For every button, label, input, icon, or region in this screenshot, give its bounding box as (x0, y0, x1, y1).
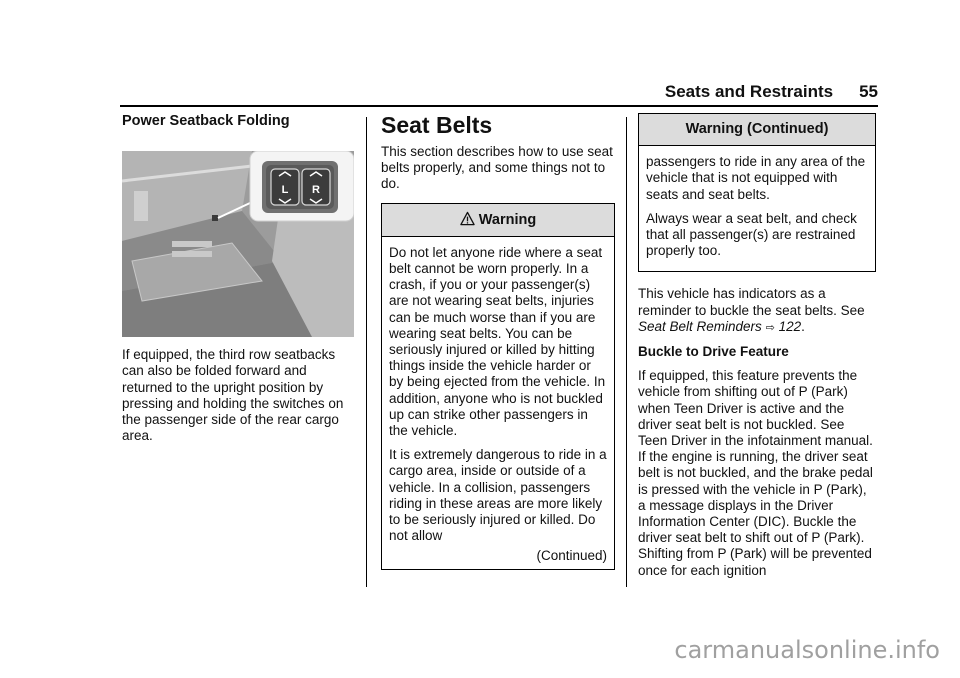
page-reference-icon: ⇨ (765, 320, 775, 334)
paragraph: If equipped, the third row seatbacks can also be folded forward and returned to the upright position by pressing and holding the switches on the passenger side of the rear cargo area. (122, 347, 344, 444)
indicator-paragraph (638, 286, 876, 336)
section-heading: Power Seatback Folding (122, 113, 290, 129)
column-3 (638, 113, 876, 587)
continued-label: (Continued) (536, 548, 607, 564)
warning-continued-paragraph-1: passengers to ride in any area of the vehicle that is not equipped with seats and seat belts. (646, 154, 866, 202)
seat-belt-reminders-link[interactable]: Seat Belt Reminders (638, 318, 762, 334)
buckle-to-drive-paragraph: If equipped, this feature prevents the vehicle from shifting out of P (Park) when Teen Driver is active and the driver seat belt is not buckled. See Teen Driver in the infotainment manual. If the engine is running, the driver seat belt is not buckled, and the brake pedal is pressed with the vehicle in P (Park), a message displays in the Driver Information Center (DIC). Buckle the driver seat belt to shift out of P (Park). Shifting from P (Park) will be prevented once for each ignition (638, 368, 873, 578)
chapter-title: Seat Belts (381, 112, 493, 138)
column-2 (381, 112, 615, 570)
buckle-to-drive-heading: Buckle to Drive Feature (638, 344, 789, 360)
warning-paragraph-2: It is extremely dangerous to ride in a cargo area, inside or outside of a vehicle. In a collision, passengers riding in these areas are more likely to be seriously injured or killed. Do not allow (389, 447, 607, 544)
warning-continued-body (639, 146, 875, 271)
watermark: carmanualsonline.info (674, 636, 940, 664)
switch-right-label: R (312, 184, 320, 197)
warning-continued-title: Warning (Continued) (639, 114, 875, 146)
warning-body (382, 237, 614, 569)
column-divider-1 (366, 117, 367, 587)
warning-icon (460, 211, 475, 226)
column-1 (122, 113, 354, 452)
warning-title: Warning (478, 211, 537, 228)
warning-continued-box (638, 113, 876, 272)
switch-left-label: L (281, 184, 289, 197)
page-header (665, 82, 878, 102)
sentence-end: . (801, 318, 805, 334)
warning-continued-paragraph-2: Always wear a seat belt, and check that all passenger(s) are restrained properly too. (646, 210, 857, 259)
warning-title-bar (382, 204, 614, 237)
column-divider-2 (626, 117, 627, 587)
warning-paragraph-1: Do not let anyone ride where a seat belt cannot be worn properly. In a crash, if you or your passenger(s) are not wearing seat belts, injuries can be much worse than if you are wearing seat belts. You can be seriously injured or killed by hitting things inside the vehicle harder or by being ejected from the vehicle. In addition, anyone who is not buckled up can strike other passengers in the vehicle. (389, 244, 606, 439)
cargo-area-illustration (122, 151, 354, 337)
page-reference[interactable]: 122 (778, 318, 802, 334)
page-number: 55 (859, 82, 878, 101)
warning-box (381, 203, 615, 570)
cargo-area-figure (122, 151, 354, 337)
header-rule (120, 105, 878, 107)
indicator-text: This vehicle has indicators as a reminder to buckle the seat belts. See (638, 286, 865, 318)
section-title: Seats and Restraints (664, 82, 834, 101)
intro-paragraph: This section describes how to use seat belts properly, and some things not to do. (381, 144, 613, 192)
